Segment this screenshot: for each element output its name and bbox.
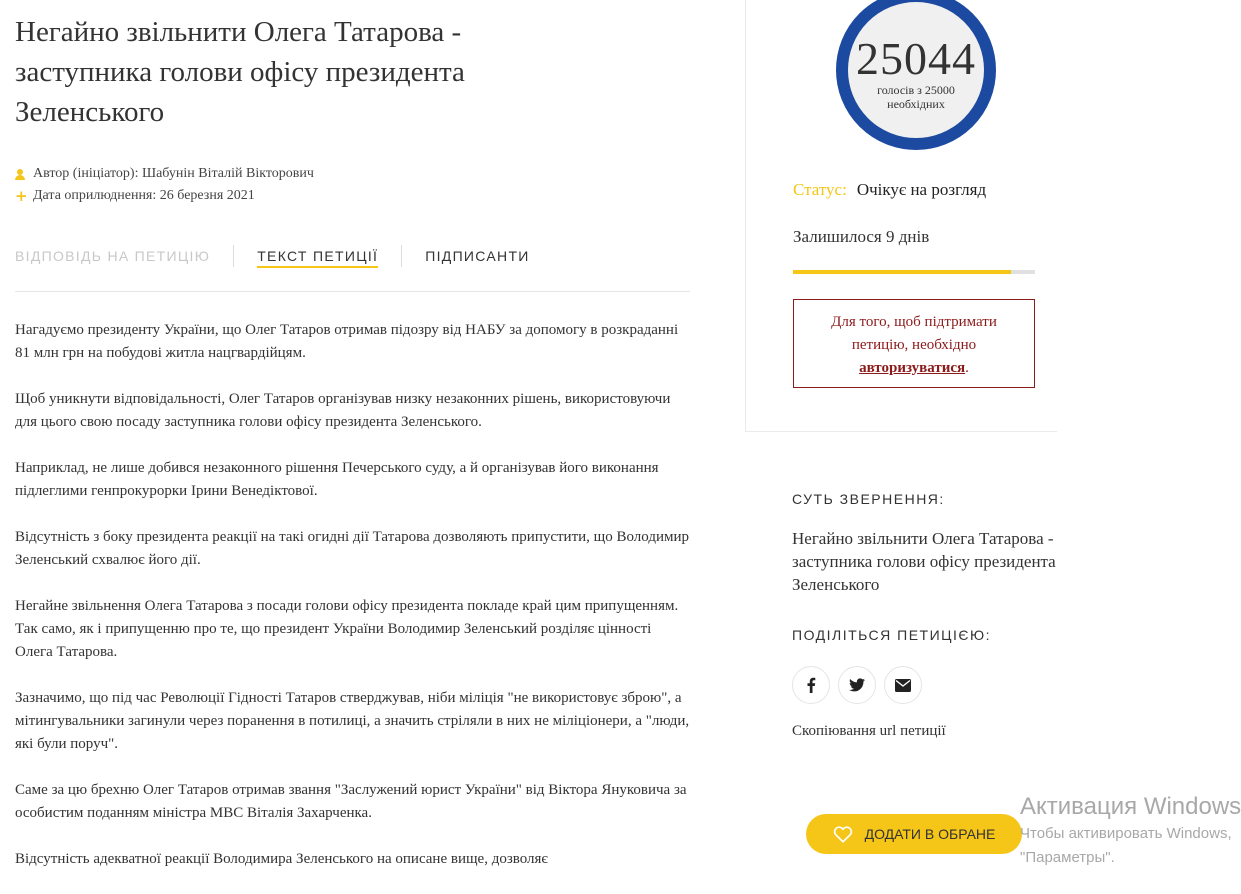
status-value: Очікує на розгляд bbox=[856, 180, 987, 199]
watermark-line: Активация Windows bbox=[1020, 793, 1241, 820]
text-paragraph: Саме за цю брехню Олег Татаров отримав звання "Заслужений юрист України" від Віктора Януковича за особистим поданням міністра МВС Віталія Захарченка. bbox=[15, 782, 687, 821]
twitter-share-button[interactable] bbox=[838, 666, 876, 704]
watermark-line: "Параметры". bbox=[1020, 849, 1115, 866]
vote-caption-required: необхідних bbox=[887, 97, 945, 111]
facebook-icon bbox=[806, 677, 816, 693]
status-label: Статус: bbox=[793, 180, 847, 199]
auth-link[interactable]: авторизуватися bbox=[859, 360, 966, 376]
author-text: Автор (ініціатор): Шабунін Віталій Вікторович bbox=[33, 166, 314, 181]
date-row bbox=[15, 185, 690, 207]
share-buttons bbox=[792, 666, 930, 704]
facebook-share-button[interactable] bbox=[792, 666, 830, 704]
tab-divider bbox=[233, 245, 234, 267]
vote-caption: голосів з 25000 bbox=[877, 83, 955, 97]
twitter-icon bbox=[849, 678, 865, 692]
text-paragraph: Зазначимо, що під час Революції Гідності Татаров стверджував, ніби міліція "не використовує зброю", а мітингувальники загинули через поранення в потилиці, а значить стріляли в них не міліціонери, а "люди, які були поруч". bbox=[15, 690, 690, 752]
auth-text-line: петицію, необхідно bbox=[851, 337, 977, 353]
petition-main bbox=[15, 12, 690, 867]
auth-text-line: Для того, щоб підтримати bbox=[831, 314, 997, 330]
tab-text[interactable]: ТЕКСТ ПЕТИЦІЇ bbox=[257, 242, 378, 264]
date-text: Дата оприлюднення: 26 березня 2021 bbox=[33, 188, 255, 203]
auth-notice bbox=[793, 299, 1035, 388]
add-to-favorites-label: ДОДАТИ В ОБРАНЕ bbox=[864, 826, 996, 842]
petition-title: Негайно звільнити Олега Татарова - заступника голови офісу президента Зеленського bbox=[15, 16, 465, 128]
petition-text bbox=[15, 319, 690, 894]
petition-tabs bbox=[15, 242, 690, 292]
petition-meta bbox=[15, 163, 690, 207]
tab-answer[interactable]: ВІДПОВІДЬ НА ПЕТИЦІЮ bbox=[15, 248, 211, 264]
petition-sidebar bbox=[745, 0, 1057, 432]
email-icon bbox=[895, 679, 911, 692]
text-paragraph: Негайне звільнення Олега Татарова з посади голови офісу президента покладе край цим припущенням. Так само, як і припущенню про те, що президент України Володимир Зеленський розділяє цінності Олега Татарова. bbox=[15, 598, 679, 660]
progress-fill bbox=[793, 270, 1011, 274]
email-share-button[interactable] bbox=[884, 666, 922, 704]
progress-bar bbox=[793, 270, 1035, 274]
copy-url-link[interactable]: Скопіювання url петиції bbox=[792, 723, 946, 739]
text-paragraph: Наприклад, не лише добився незаконного рішення Печерського суду, а й організував його виконання підлеглими генпрокурорки Ірини Венедіктової. bbox=[15, 460, 659, 499]
text-paragraph: Щоб уникнути відповідальності, Олег Татаров організував низку незаконних рішень, використовуючи для цього свою посаду заступника голови офісу президента Зеленського. bbox=[15, 391, 671, 430]
windows-activation-watermark bbox=[1020, 792, 1241, 870]
days-remaining: Залишилося 9 днів bbox=[793, 227, 930, 246]
watermark-line: Чтобы активировать Windows, bbox=[1020, 825, 1232, 842]
vote-count: 25044 bbox=[856, 33, 976, 84]
essence-line: Зеленського bbox=[792, 575, 880, 594]
auth-dot: . bbox=[965, 360, 969, 376]
auth-link-line bbox=[794, 357, 1034, 380]
tab-divider bbox=[401, 245, 402, 267]
petition-status bbox=[793, 180, 986, 200]
person-icon bbox=[15, 169, 33, 180]
share-heading: ПОДІЛІТЬСЯ ПЕТИЦІЄЮ: bbox=[792, 627, 991, 643]
add-to-favorites-button[interactable] bbox=[806, 814, 1022, 854]
plus-icon: + bbox=[15, 187, 28, 205]
tab-signers[interactable]: ПІДПИСАНТИ bbox=[425, 248, 530, 264]
text-paragraph: Відсутність адекватної реакції Володимира Зеленського на описане вище, дозволяє bbox=[15, 851, 548, 867]
essence-text bbox=[792, 527, 1057, 596]
essence-line: заступника голови офісу президента bbox=[792, 552, 1056, 571]
text-paragraph: Відсутність з боку президента реакції на такі огидні дії Татарова дозволяють припустити, що Володимир Зеленський схвалює його дії. bbox=[15, 529, 690, 568]
vote-counter bbox=[836, 0, 996, 150]
author-row bbox=[15, 163, 690, 185]
essence-line: Негайно звільнити Олега Татарова - bbox=[792, 529, 1054, 548]
heart-icon bbox=[833, 825, 853, 843]
essence-heading: СУТЬ ЗВЕРНЕННЯ: bbox=[792, 491, 945, 507]
text-paragraph: Нагадуємо президенту України, що Олег Татаров отримав підозру від НАБУ за допомогу в розкраданні 81 млн грн на побудові житла нацгвардійцям. bbox=[15, 322, 679, 361]
